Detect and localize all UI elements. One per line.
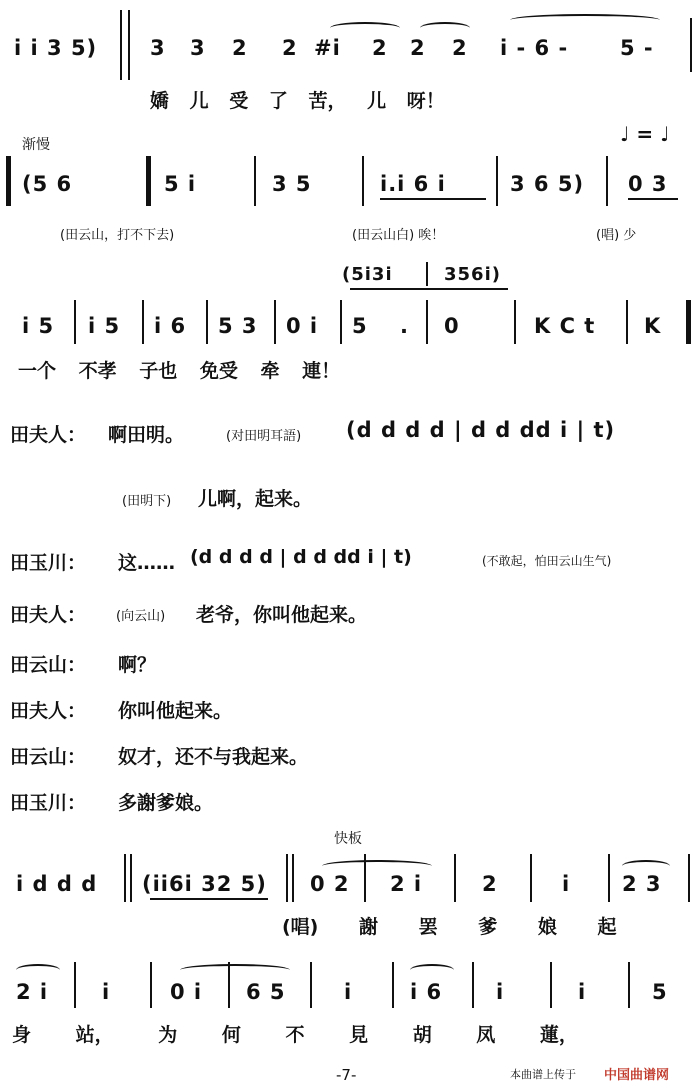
note-group: 5 3 <box>218 314 258 338</box>
speaker-label: 田玉川： <box>10 792 87 814</box>
repeat-barline <box>146 156 151 206</box>
note-group: 2 i <box>16 980 49 1004</box>
speaker-label: 田夫人： <box>10 604 87 626</box>
stage-direction: (向云山) <box>116 609 166 624</box>
barline <box>514 300 516 344</box>
barline <box>426 262 428 286</box>
note: i <box>496 980 505 1004</box>
note: i <box>344 980 353 1004</box>
barline <box>292 854 294 902</box>
note: 2 <box>452 36 468 60</box>
barline <box>74 962 76 1008</box>
speaker-label: 田夫人： <box>10 424 87 446</box>
speaker-label: 田夫人： <box>10 700 87 722</box>
dialogue-text: 多謝爹娘。 <box>118 792 214 814</box>
barline <box>340 300 342 344</box>
barline <box>310 962 312 1008</box>
note-group: (5i3i <box>342 264 393 285</box>
barline <box>128 10 130 80</box>
note-group: 356i) <box>444 264 501 285</box>
barline <box>688 854 690 902</box>
slur <box>622 860 670 872</box>
note: 5 <box>652 980 668 1004</box>
note-group: 0 i <box>170 980 203 1004</box>
barline <box>628 962 630 1008</box>
barline <box>124 854 126 902</box>
lyric-line: (唱) 謝 罢 爹 娘 起 <box>282 916 617 938</box>
stage-direction: (唱) 少 <box>596 228 637 243</box>
tempo-mark: 快板 <box>334 831 362 847</box>
note: 2 <box>410 36 426 60</box>
barline <box>254 156 256 206</box>
note-group: i 5 <box>88 314 121 338</box>
note: i <box>578 980 587 1004</box>
note-group: 2 3 <box>622 872 662 896</box>
note-group: i i 3 5) <box>14 36 98 60</box>
end-barline <box>686 300 691 344</box>
note-group: i.i 6 i <box>380 172 446 196</box>
barline <box>286 854 288 902</box>
speaker-label: 田云山： <box>10 654 87 676</box>
barline <box>530 854 532 902</box>
stage-direction: (田云山，打不下去) <box>60 228 175 243</box>
barline <box>550 962 552 1008</box>
note-group: 3 6 5) <box>510 172 585 196</box>
slur <box>420 22 470 34</box>
barline <box>130 854 132 902</box>
barline <box>454 854 456 902</box>
note: 3 <box>150 36 166 60</box>
slur <box>410 964 454 976</box>
note-group: 0 3 <box>628 172 668 196</box>
note: 5 <box>352 314 368 338</box>
note-group: i 6 <box>154 314 187 338</box>
barline <box>150 962 152 1008</box>
lyric-line: 身 站， 为 何 不 見 胡 凤 蓮， <box>12 1024 578 1046</box>
percussion-music: (d d d d | d d dd i | t) <box>190 546 412 568</box>
barline <box>74 300 76 344</box>
note-group: 5 - <box>620 36 654 60</box>
lyric-line: 一个 不孝 子也 免受 牵 連！ <box>18 360 341 382</box>
dialogue-text: 你叫他起来。 <box>118 700 233 722</box>
note: i <box>102 980 111 1004</box>
percussion-music: (d d d d | d d dd i | t) <box>346 418 616 442</box>
stage-direction: (田云山白) 唉！ <box>352 228 445 243</box>
note-group: K C t <box>534 314 596 338</box>
underline <box>350 288 508 290</box>
note: . <box>400 314 409 338</box>
stage-direction: (不敢起，怕田云山生气) <box>482 554 612 568</box>
note: 2 <box>232 36 248 60</box>
note: K <box>644 314 662 338</box>
note-group: 5 i <box>164 172 197 196</box>
note-group: 0 i <box>286 314 319 338</box>
dialogue-text: 啊？ <box>118 654 157 676</box>
barline <box>426 300 428 344</box>
barline <box>496 156 498 206</box>
note-group: i - 6 - <box>500 36 569 60</box>
note-group: i 6 <box>410 980 443 1004</box>
underline <box>150 898 268 900</box>
barline <box>274 300 276 344</box>
stage-direction: (对田明耳語) <box>226 429 302 444</box>
stage-direction: (田明下) <box>122 494 172 509</box>
slur <box>16 964 60 976</box>
note-group: 6 5 <box>246 980 286 1004</box>
barline <box>142 300 144 344</box>
credit-text: 本曲谱上传于 <box>510 1068 576 1081</box>
barline <box>626 300 628 344</box>
slur <box>322 860 432 872</box>
tempo-mark: 渐慢 <box>22 137 50 153</box>
barline <box>472 962 474 1008</box>
note-group: 0 2 <box>310 872 350 896</box>
note: #i <box>314 36 341 60</box>
dialogue-text: 这…… <box>118 552 176 574</box>
barline <box>690 18 692 72</box>
note: 2 <box>372 36 388 60</box>
note: 2 <box>482 872 498 896</box>
slur <box>180 964 290 976</box>
tempo-equation: ♩ = ♩ <box>620 122 670 146</box>
note: i <box>562 872 571 896</box>
dialogue-text: 儿啊，起来。 <box>198 488 313 510</box>
lyric-line: 嬌 儿 受 了 苦， 儿 呀！ <box>150 90 445 112</box>
note: 3 <box>190 36 206 60</box>
underline <box>380 198 486 200</box>
page-number: -7- <box>336 1066 357 1084</box>
speaker-label: 田玉川： <box>10 552 87 574</box>
slur <box>330 22 400 34</box>
barline <box>206 300 208 344</box>
note-group: (5 6 <box>22 172 73 196</box>
dialogue-text: 奴才，还不与我起来。 <box>118 746 309 768</box>
barline <box>606 156 608 206</box>
note: 0 <box>444 314 460 338</box>
barline <box>362 156 364 206</box>
speaker-label: 田云山： <box>10 746 87 768</box>
note-group: i d d d <box>16 872 98 896</box>
slur <box>510 14 660 26</box>
note: 2 <box>282 36 298 60</box>
note-group: (ii6i 32 5) <box>142 872 267 896</box>
note-group: i 5 <box>22 314 55 338</box>
barline <box>392 962 394 1008</box>
site-logo[interactable]: 中国曲谱网 <box>604 1068 670 1083</box>
dialogue-text: 啊田明。 <box>108 424 185 446</box>
repeat-barline <box>6 156 11 206</box>
barline <box>608 854 610 902</box>
underline <box>628 198 678 200</box>
note-group: 2 i <box>390 872 423 896</box>
barline <box>120 10 122 80</box>
dialogue-text: 老爷，你叫他起来。 <box>196 604 368 626</box>
note-group: 3 5 <box>272 172 312 196</box>
